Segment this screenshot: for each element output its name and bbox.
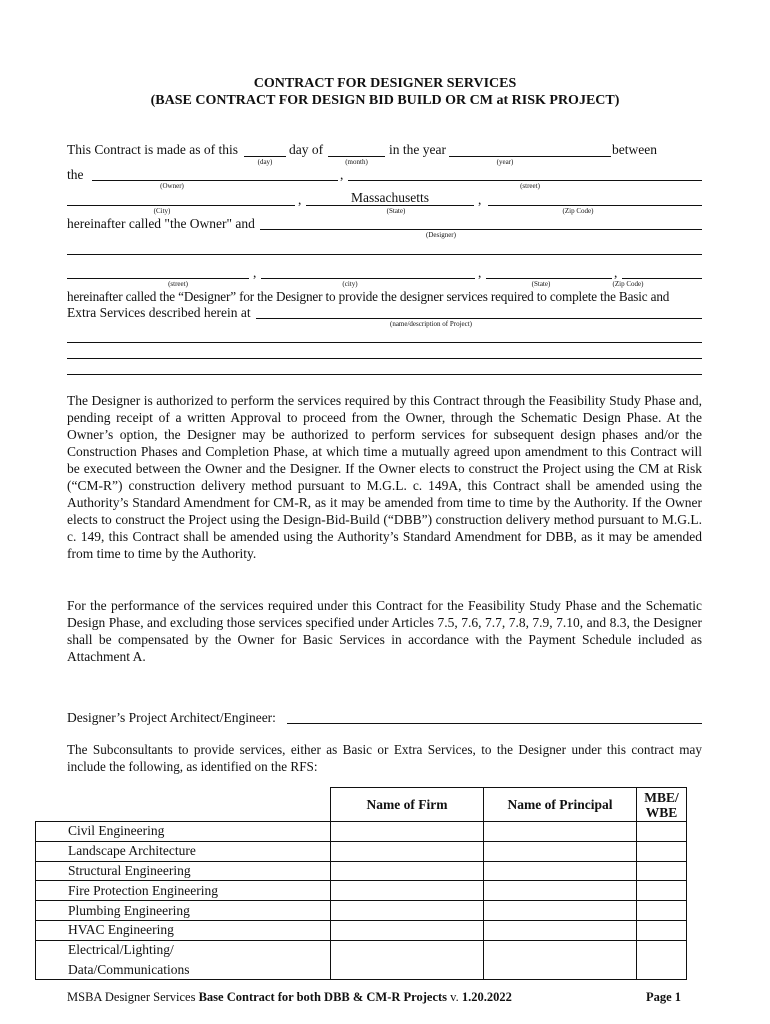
project-description-line-1[interactable] [67, 342, 702, 343]
month-label: (month) [345, 158, 368, 166]
owner-city-field[interactable] [67, 205, 295, 206]
state-label: (State) [386, 207, 406, 215]
footer-document-id [67, 990, 512, 1005]
called-designer-text: hereinafter called the “Designer” for the Designer to provide the designer services required to complete the Basic and [67, 289, 670, 304]
day-field[interactable] [244, 156, 286, 157]
firm-cell[interactable] [331, 901, 484, 921]
designer-city-label: (city) [342, 280, 358, 288]
principal-cell[interactable] [484, 940, 637, 980]
owner-zip-field[interactable] [488, 205, 702, 206]
header-blank [36, 788, 331, 822]
contract-title: CONTRACT FOR DESIGNER SERVICES [253, 76, 517, 91]
designer-state-field[interactable] [486, 278, 612, 279]
designer-label: (Designer) [426, 231, 456, 239]
discipline-data-communications: Data/Communications [36, 960, 331, 980]
designer-continuation-field[interactable] [67, 254, 702, 255]
header-name-of-firm: Name of Firm [331, 788, 484, 822]
footer-contract-name: Base Contract for both DBB & CM-R Projects [198, 990, 448, 1004]
principal-cell[interactable] [484, 861, 637, 881]
day-label: (day) [257, 158, 273, 166]
header-name-of-principal: Name of Principal [484, 788, 637, 822]
project-label: (name/description of Project) [389, 320, 473, 328]
extra-services-text: Extra Services described herein at [67, 305, 251, 320]
firm-cell[interactable] [331, 822, 484, 842]
subconsultants-table [35, 787, 687, 980]
principal-cell[interactable] [484, 841, 637, 861]
firm-cell[interactable] [331, 940, 484, 980]
owner-comma: , [340, 167, 344, 182]
mbe-cell[interactable] [637, 940, 687, 980]
designer-street-field[interactable] [67, 278, 249, 279]
discipline-hvac: HVAC Engineering [36, 920, 331, 940]
project-description-line-3[interactable] [67, 374, 702, 375]
subconsultants-paragraph: The Subconsultants to provide services, either as Basic or Extra Services, to the Designer under this contract may include the following, as identified on the RFS: [67, 742, 702, 774]
mbe-cell[interactable] [637, 881, 687, 901]
city-label: (City) [153, 207, 171, 215]
designer-street-comma: , [253, 265, 257, 280]
contract-subtitle: (BASE CONTRACT FOR DESIGN BID BUILD OR CM at RISK PROJECT) [150, 93, 620, 108]
discipline-electrical: Electrical/Lighting/ [36, 940, 331, 960]
designer-state-label: (State) [531, 280, 551, 288]
table-row [36, 822, 687, 842]
principal-cell[interactable] [484, 901, 637, 921]
city-comma: , [298, 192, 302, 207]
discipline-fire-protection: Fire Protection Engineering [36, 881, 331, 901]
designer-city-comma: , [478, 265, 482, 280]
project-field[interactable] [256, 318, 702, 319]
table-row [36, 920, 687, 940]
compensation-paragraph: For the performance of the services required under this Contract for the Feasibility Study Phase and the Schematic Design Phase, and excluding those services specified under Articles 7.5, 7.6, 7.7, 7.8, 7.9, 7.10, and 8.3, the Designer shall be compensated by the Owner for Basic Services in accordance with the Payment Schedule included as Attachment A. [67, 598, 702, 664]
called-owner-text: hereinafter called "the Owner" and [67, 216, 255, 231]
footer-org: MSBA Designer Services [67, 990, 199, 1004]
owner-field[interactable] [92, 180, 338, 181]
owner-state-value: Massachusetts [351, 190, 429, 205]
designer-zip-field[interactable] [622, 278, 702, 279]
footer-version: 1.20.2022 [461, 990, 512, 1004]
mbe-cell[interactable] [637, 822, 687, 842]
made-as-of-text: This Contract is made as of this [67, 142, 238, 157]
between-text: between [612, 142, 657, 157]
discipline-landscape: Landscape Architecture [36, 841, 331, 861]
table-row [36, 841, 687, 861]
authorization-paragraph: The Designer is authorized to perform the services required by this Contract through the Feasibility Study Phase and, pending receipt of a written Approval to proceed from the Owner, through the Schematic Design Phase. At the Owner’s option, the Designer may be authorized to perform services for subsequent design phases and/or the Construction Phases and Completion Phase, at which time a mutually agreed upon amendment to this Contract will be executed between the Owner and the Designer. If the Owner elects to construct the Project using the CM at Risk (“CM-R”) construction delivery method pursuant to M.G.L. c. 149A, this Contract shall be amended using the Authority’s Standard Amendment for CM-R, as it may be amended from time to time by the Authority. If the Owner elects to construct the Project using the Design-Bid-Build (“DBB”) construction delivery method pursuant to M.G.L. c. 149, this Contract shall be amended using the Authority’s Standard Amendment for DBB, as it may be amended from time to time by the Authority. [67, 393, 702, 561]
designer-state-comma: , [614, 265, 618, 280]
mbe-cell[interactable] [637, 901, 687, 921]
project-architect-field[interactable] [287, 723, 702, 724]
principal-cell[interactable] [484, 822, 637, 842]
zip-label: (Zip Code) [562, 207, 594, 215]
table-row [36, 861, 687, 881]
discipline-structural: Structural Engineering [36, 861, 331, 881]
year-label: (year) [496, 158, 514, 166]
year-field[interactable] [449, 156, 611, 157]
principal-cell[interactable] [484, 920, 637, 940]
day-of-text: day of [289, 142, 324, 157]
mbe-cell[interactable] [637, 841, 687, 861]
discipline-plumbing: Plumbing Engineering [36, 901, 331, 921]
project-architect-label: Designer’s Project Architect/Engineer: [67, 710, 276, 725]
footer-version-prefix: v. [447, 990, 462, 1004]
table-header-row [36, 788, 687, 822]
footer-page-number: Page 1 [646, 990, 682, 1004]
mbe-cell[interactable] [637, 861, 687, 881]
firm-cell[interactable] [331, 841, 484, 861]
state-comma: , [478, 192, 482, 207]
firm-cell[interactable] [331, 861, 484, 881]
month-field[interactable] [328, 156, 385, 157]
owner-label: (Owner) [160, 182, 184, 190]
table-row [36, 940, 687, 960]
header-mbe-wbe: MBE/ WBE [637, 788, 687, 822]
mbe-cell[interactable] [637, 920, 687, 940]
discipline-civil: Civil Engineering [36, 822, 331, 842]
firm-cell[interactable] [331, 920, 484, 940]
owner-street-label: (street) [520, 182, 540, 190]
designer-zip-label: (Zip Code) [612, 280, 644, 288]
table-row [36, 901, 687, 921]
firm-cell[interactable] [331, 881, 484, 901]
the-text: the [67, 167, 84, 182]
designer-street-label: (street) [168, 280, 188, 288]
principal-cell[interactable] [484, 881, 637, 901]
in-the-year-text: in the year [389, 142, 446, 157]
table-row [36, 881, 687, 901]
designer-city-field[interactable] [261, 278, 475, 279]
owner-street-field[interactable] [348, 180, 702, 181]
designer-field[interactable] [260, 229, 702, 230]
project-description-line-2[interactable] [67, 358, 702, 359]
